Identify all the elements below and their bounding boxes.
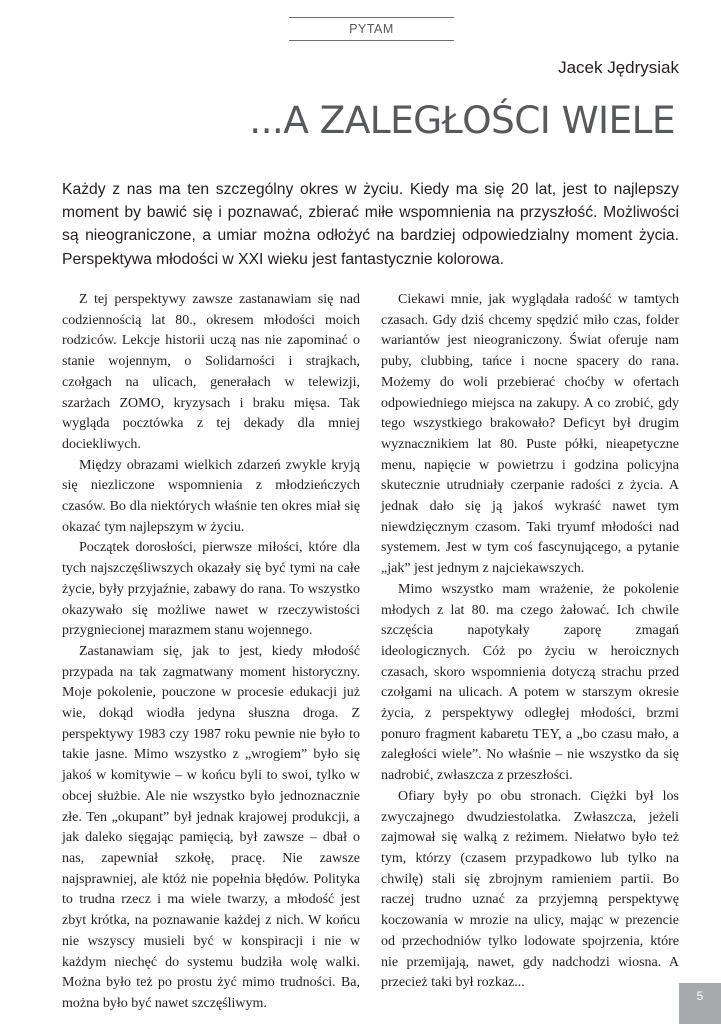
section-label: PYTAM [289,17,454,41]
paragraph: Zastanawiam się, jak to jest, kiedy młodość przypada na tak zagmatwany moment historyczny. Moje pokolenie, pouczone w procesie edukacji już wie, dokąd wiodła jedyna słuszna droga. Z perspektywy 1983 czy 1987 roku pewnie nie było to takie jasne. Mimo wszystko z „wrogiem” było się jakoś w komitywie – w końcu byli to swoi, tylko w obcej służbie. Ale nie wszystko było jednoznacznie złe. Ten „okupant” był jednak krajowej produkcji, a jak daleko sięgając pamięcią, był zawsze – dbał o nas, zapewniał szkołę, pracę. Nie zawsze najsprawniej, ale któż nie popełnia błędów. Polityka to trudna rzecz i ma wiele twarzy, a młodość jest zbyt krótka, na poznawanie każdej z nich. W końcu nie wszyscy musieli być w konspiracji i nie w każdym niechęć do systemu budziła wolę walki. Można było też po prostu żyć mimo trudności. Ba, można było być nawet szczęśliwym. [62,643,360,1011]
text-column-left [62,290,360,1015]
paragraph: Początek dorosłości, pierwsze miłości, które dla tych najszczęśliwszych okazały się być tymi na całe życie, były przyjaźnie, zabawy do rana. To wszystko okazywało się możliwe nawet w rzeczywistości przygniecionej marazmem stanu wojennego. [62,540,360,639]
page-number: 5 [679,983,721,1024]
paragraph: Ofiary były po obu stronach. Ciężki był los zwyczajnego dwudziestolatka. Zwłaszcza, jeżeli zajmował się walką z reżimem. Niełatwo było też tym, którzy (czasem przypadkowo lub tylko na chwilę) stali się zbrojnym ramieniem partii. Bo raczej trudno uznać za przyjemną perspektywę koczowania w mrozie na ulicy, mając w prezencie od przechodniów tylko lodowate spojrzenia, które nie przemijają, nawet, gdy nadchodzi wiosna. A przecież taki był rozkaz... [381,788,679,991]
author-name: Jacek Jędrysiak [558,58,679,77]
article-lead: Każdy z nas ma ten szczególny okres w życiu. Kiedy ma się 20 lat, jest to najlepszy moment by bawić się i poznawać, zbierać miłe wspomnienia na przyszłość. Możliwości są nieograniczone, a umiar można odłożyć na bardziej odpowiedzialny moment życia. Perspektywa młodości w XXI wieku jest fantastycznie kolorowa. [62,181,679,268]
paragraph: Ciekawi mnie, jak wyglądała radość w tamtych czasach. Gdy dziś chcemy spędzić miło czas, folder wariantów jest nieograniczony. Świat oferuje nam puby, clubbing, tańce i nocne spacery do rana. Możemy do woli przebierać choćby w ofertach odpowiedniego miejsca na zakupy. A co zrobić, gdy tego wszystkiego brakowało? Deficyt był drugim wyznacznikiem lat 80. Puste półki, nieapetyczne menu, napięcie w powietrzu i godzina policyjna skutecznie utrudniały czerpanie radości z życia. A jednak dało się ją jakoś wykraść nawet tym niewdzięcznym czasom. Taki tryumf młodości nad systemem. Jest w tym coś fascynującego, a pytanie „jak” jest jednym z najciekawszych. [381,292,679,577]
article-title: ...A ZALEGŁOŚCI WIELE [249,98,675,142]
paragraph: Między obrazami wielkich zdarzeń zwykle kryją się niezliczone wspomnienia z młodzieńczych czasów. Bo dla niektórych właśnie ten okres miał się okazać tym najlepszym w życiu. [62,457,360,535]
text-column-right [381,290,679,994]
paragraph: Mimo wszystko mam wrażenie, że pokolenie młodych z lat 80. ma czego żałować. Ich chwile szczęścia napotykały zaporę zmagań ideologicznych. Cóż po życiu w heroicznych czasach, skoro wspomnienia dotyczą strachu przed czołgami na ulicach. A potem w starszym okresie życia, z perspektywy odległej młodości, brzmi ponuro fragment kabaretu TEY, a „bo czasu mało, a zaległości wiele”. No właśnie – nie wszystko da się nadrobić, zwłaszcza z przeszłości. [381,581,679,784]
paragraph: Z tej perspektywy zawsze zastanawiam się nad codziennością lat 80., okresem młodości moich rodziców. Lekcje historii uczą nas nie zapominać o stanie wojennym, o Solidarności i strajkach, czołgach na ulicach, generałach w telewizji, szarżach ZOMO, kryzysach i braku mięsa. Tak wygląda pocztówka z tej dekady dla mniej dociekliwych. [62,292,360,452]
